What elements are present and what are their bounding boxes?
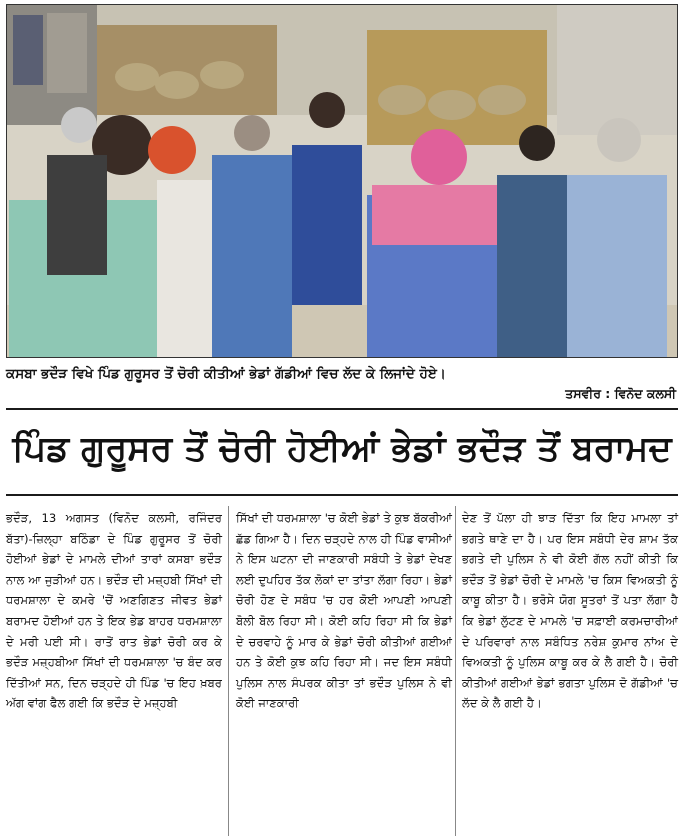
column-separator — [228, 506, 229, 836]
article-column-3 — [462, 508, 678, 714]
photo-caption — [6, 364, 678, 401]
article-text: ਸਿੱਖਾਂ ਦੀ ਧਰਮਸ਼ਾਲਾ 'ਚ ਕੋਈ ਭੇਡਾਂ ਤੇ ਕੁਝ ਬੱਕਰੀਆਂ ਛੱਡ ਗਿਆ ਹੈ। ਦਿਨ ਚੜ੍ਹਦੇ ਨਾਲ ਹੀ ਪਿੰਡ ਵਾਸੀਆਂ ਨੇ ਇਸ ਘਟਨਾ ਦੀ ਜਾਣਕਾਰੀ ਸਬੰਧੀ ਤੇ ਭੇਡਾਂ ਦੇਖਣ ਲਈ ਦੁਪਹਿਰ ਤੱਕ ਲੋਕਾਂ ਦਾ ਤਾਂਤਾ ਲੱਗਾ ਰਿਹਾ। ਭੇਡਾਂ ਚੋਰੀ ਹੋਣ ਦੇ ਸਬੰਧ 'ਚ ਹਰ ਕੋਈ ਆਪਣੀ ਆਪਣੀ ਬੋਲੀ ਬੋਲ ਰਿਹਾ ਸੀ। ਕੋਈ ਕਹਿ ਰਿਹਾ ਸੀ ਕਿ ਭੇਡਾਂ ਦੇ ਚਰਵਾਹੇ ਨੂੰ ਮਾਰ ਕੇ ਭੇਡਾਂ ਚੋਰੀ ਕੀਤੀਆਂ ਗਈਆਂ ਹਨ ਤੇ ਕੋਈ ਕੁਝ ਕਹਿ ਰਿਹਾ ਸੀ। ਜਦ ਇਸ ਸਬੰਧੀ ਪੁਲਿਸ ਨਾਲ ਸੰਪਰਕ ਕੀਤਾ ਤਾਂ ਭਦੌੜ ਪੁਲਿਸ ਨੇ ਵੀ ਕੋਈ ਜਾਣਕਾਰੀ — [236, 511, 452, 711]
article-text: ਭਦੌੜ, 13 ਅਗਸਤ (ਵਿਨੋਦ ਕਲਸੀ, ਰਜਿੰਦਰ ਬੱਤਾ)-ਜ਼ਿਲ੍ਹਾ ਬਠਿੰਡਾ ਦੇ ਪਿੰਡ ਗੁਰੂਸਰ ਤੋਂ ਚੋਰੀ ਹੋਈਆਂ ਭੇਡਾਂ ਦੇ ਮਾਮਲੇ ਦੀਆਂ ਤਾਰਾਂ ਕਸਬਾ ਭਦੌੜ ਨਾਲ ਆ ਜੁੜੀਆਂ ਹਨ। ਭਦੌੜ ਦੀ ਮਜ਼੍ਹਬੀ ਸਿੱਖਾਂ ਦੀ ਧਰਮਸ਼ਾਲਾ ਦੇ ਕਮਰੇ 'ਚੋਂ ਅਣਗਿਣਤ ਜੀਵਤ ਭੇਡਾਂ ਬਰਾਮਦ ਹੋਈਆਂ ਹਨ ਤੇ ਇਕ ਭੇਡ ਬਾਹਰ ਧਰਮਸ਼ਾਲਾ ਦੇ ਮਰੀ ਪਈ ਸੀ। ਰਾਤੋਂ ਰਾਤ ਭੇਡਾਂ ਚੋਰੀ ਕਰ ਕੇ ਭਦੌੜ ਮਜ਼੍ਹਬੀਆ ਸਿੱਖਾਂ ਦੀ ਧਰਮਸ਼ਾਲਾ 'ਚ ਬੰਦ ਕਰ ਦਿੱਤੀਆਂ ਸਨ, ਦਿਨ ਚੜ੍ਹਦੇ ਹੀ ਪਿੰਡ 'ਚ ਇਹ ਖ਼ਬਰ ਅੱਗ ਵਾਂਗ ਫੈਲ ਗਈ ਕਿ ਭਦੌੜ ਦੇ ਮਜ਼੍ਹਬੀ — [6, 511, 222, 711]
article-text: ਦੇਣ ਤੋਂ ਪੱਲਾ ਹੀ ਝਾੜ ਦਿੱਤਾ ਕਿ ਇਹ ਮਾਮਲਾ ਤਾਂ ਭਗਤੇ ਥਾਣੇ ਦਾ ਹੈ। ਪਰ ਇਸ ਸਬੰਧੀ ਦੇਰ ਸ਼ਾਮ ਤੱਕ ਭਗਤੇ ਦੀ ਪੁਲਿਸ ਨੇ ਵੀ ਕੋਈ ਗੱਲ ਨਹੀਂ ਕੀਤੀ ਕਿ ਭਦੌੜ ਤੋਂ ਭੇਡਾਂ ਚੋਰੀ ਦੇ ਮਾਮਲੇ 'ਚ ਕਿਸ ਵਿਅਕਤੀ ਨੂੰ ਕਾਬੂ ਕੀਤਾ ਹੈ। ਭਰੋਸੇ ਯੋਗ ਸੂਤਰਾਂ ਤੋਂ ਪਤਾ ਲੱਗਾ ਹੈ ਕਿ ਭੇਡਾਂ ਲੁੱਟਣ ਦੇ ਮਾਮਲੇ 'ਚ ਸਫ਼ਾਈ ਕਰਮਚਾਰੀਆਂ ਦੇ ਪਰਿਵਾਰਾਂ ਨਾਲ ਸਬੰਧਿਤ ਨਰੇਸ਼ ਕੁਮਾਰ ਨਾਂਅ ਦੇ ਵਿਅਕਤੀ ਨੂੰ ਪੁਲਿਸ ਕਾਬੂ ਕਰ ਕੇ ਲੈ ਗਈ ਹੈ। ਚੋਰੀ ਕੀਤੀਆਂ ਗਈਆਂ ਭੇਡਾਂ ਭਗਤਾ ਪੁਲਿਸ ਦੋ ਗੱਡੀਆਂ 'ਚ ਲੱਦ ਕੇ ਲੈ ਗਈ ਹੈ। — [462, 511, 678, 711]
caption-text: ਕਸਬਾ ਭਦੌੜ ਵਿਖੇ ਪਿੰਡ ਗੁਰੂਸਰ ਤੋਂ ਚੋਰੀ ਕੀਤੀਆਂ ਭੇਡਾਂ ਗੱਡੀਆਂ ਵਿਚ ਲੱਦ ਕੇ ਲਿਜਾਂਦੇ ਹੋਏ। — [6, 366, 446, 382]
news-photo — [6, 4, 678, 358]
headline: ਪਿੰਡ ਗੁਰੂਸਰ ਤੋਂ ਚੋਰੀ ਹੋਈਆਂ ਭੇਡਾਂ ਭਦੌੜ ਤੋਂ ਬਰਾਮਦ — [12, 429, 672, 469]
column-separator — [455, 506, 456, 836]
article-column-2 — [236, 508, 452, 714]
article-column-1 — [6, 508, 222, 714]
photo-credit: ਤਸਵੀਰ : ਵਿਨੋਦ ਕਲਸੀ — [565, 386, 676, 401]
divider-bottom — [6, 494, 678, 496]
